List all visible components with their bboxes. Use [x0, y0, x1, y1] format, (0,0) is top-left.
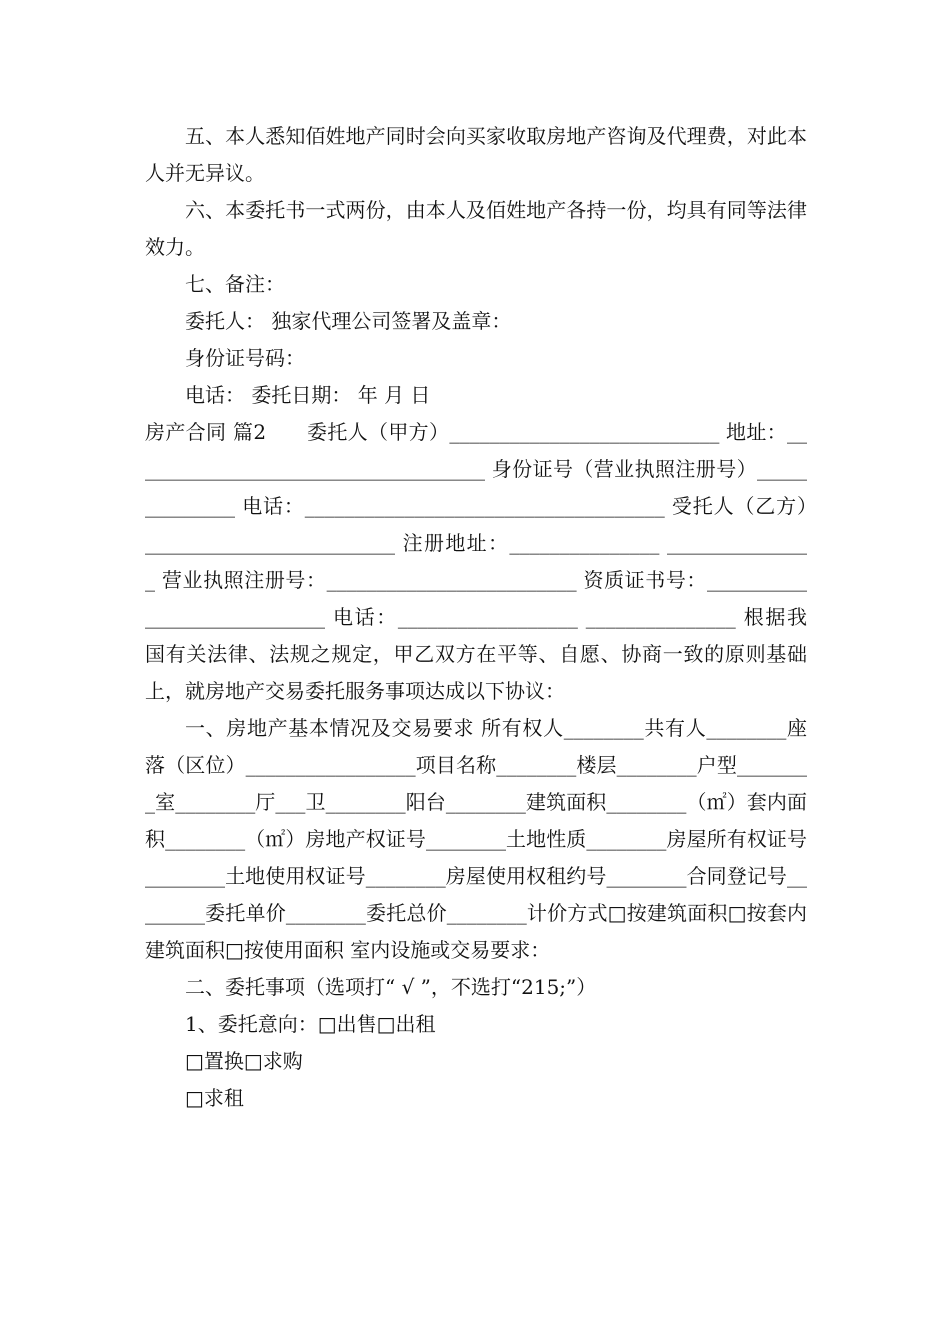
intent-options-line-1: 1、委托意向：□出售□出租 [185, 1012, 436, 1036]
clause-seven-remarks: 七、备注： [185, 272, 285, 296]
document-body [145, 118, 807, 1117]
intent-options-line-2: □置换□求购 [185, 1049, 303, 1073]
section-one-property-info: 一、房地产基本情况及交易要求 所有权人________共有人________座落（区位）_________________项目名称________楼层________户型________室________厅___卫________阳台________建筑面积________（㎡）套内面积________（㎡）房地产权证号________土地性质________房屋所有权证号________土地使用权证号________房屋使用权租约号________合同登记号________委托单价________委托总价________计价方式□按建筑面积□按套内建筑面积□按使用面积 室内设施或交易要求： [145, 716, 807, 962]
intent-options-line-3: □求租 [185, 1086, 244, 1110]
clause-six: 六、本委托书一式两份，由本人及佰姓地产各持一份，均具有同等法律效力。 [145, 198, 807, 259]
section-two-entrusted-matters: 二、委托事项（选项打“ √ ”，不选打“215;”） [185, 975, 597, 999]
id-number-line: 身份证号码： [185, 346, 305, 370]
contract-2-header: 房产合同 篇2 委托人（甲方）___________________________ 地址：____________________________________ 身份证号（营业执照注册号）______________ 电话：____________________________________ 受托人（乙方）_________________________ 注册地址：_______________ _______________ 营业执照注册号：_________________________ 资质证书号：____________________________ 电话：__________________ _______________ 根据我国有关法律、法规之规定，甲乙双方在平等、自愿、协商一致的原则基础上，就房地产交易委托服务事项达成以下协议： [145, 420, 807, 703]
signature-line: 委托人： 独家代理公司签署及盖章： [185, 309, 512, 333]
clause-five: 五、本人悉知佰姓地产同时会向买家收取房地产咨询及代理费，对此本人并无异议。 [145, 124, 807, 185]
phone-date-line: 电话： 委托日期： 年 月 日 [185, 383, 431, 407]
